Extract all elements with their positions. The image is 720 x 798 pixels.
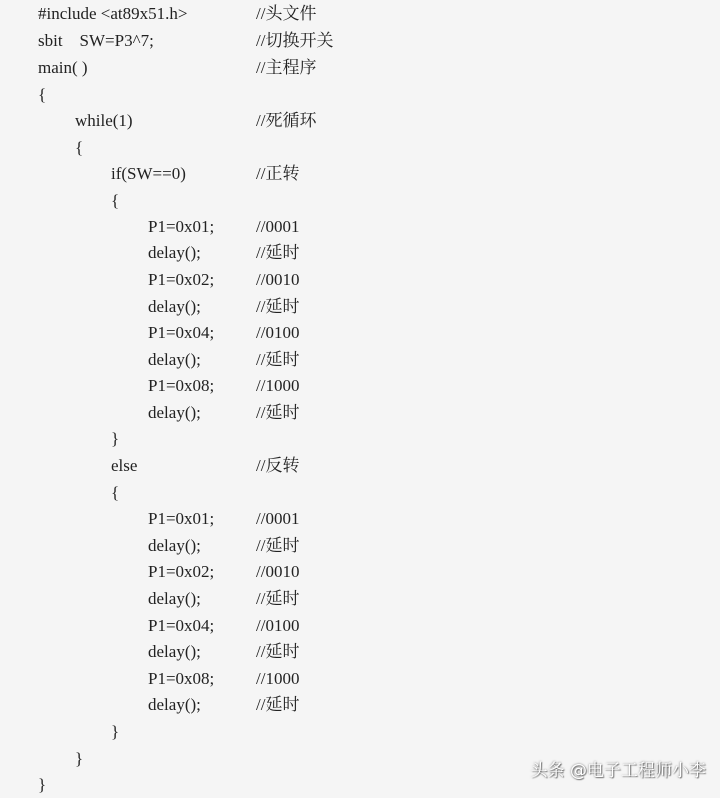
code-line [0,136,720,160]
code-line [0,667,720,691]
code-text: { [111,483,120,502]
code-line [0,241,720,265]
code-text: delay(); [148,695,201,714]
code-line [0,560,720,584]
code-text: delay(); [148,642,201,661]
code-line [0,215,720,239]
code-line [0,321,720,345]
code-text: delay(); [148,297,201,316]
code-text: P1=0x04; [148,616,215,635]
code-line [0,507,720,531]
code-line [0,162,720,186]
code-text: delay(); [148,536,201,555]
code-comment: //延时 [256,403,300,422]
code-text: } [38,775,47,794]
code-comment: //延时 [256,695,300,714]
code-line [0,401,720,425]
code-comment: //1000 [256,376,300,395]
code-text: delay(); [148,350,201,369]
code-text: } [111,722,120,741]
code-text: #include <at89x51.h> [38,4,188,23]
code-text: P1=0x01; [148,509,215,528]
code-line [0,109,720,133]
watermark: 头条 @电子工程师小李 [530,761,706,781]
code-comment: //切换开关 [256,31,334,50]
code-text: delay(); [148,403,201,422]
code-line [0,534,720,558]
code-text: P1=0x02; [148,270,215,289]
code-line [0,693,720,717]
code-line [0,454,720,478]
code-line [0,83,720,107]
code-text: P1=0x08; [148,669,215,688]
code-line [0,56,720,80]
code-text: P1=0x01; [148,217,215,236]
code-line [0,427,720,451]
code-comment: //0100 [256,323,300,342]
code-line [0,348,720,372]
code-comment: //主程序 [256,58,317,77]
code-comment: //0010 [256,270,300,289]
code-line [0,374,720,398]
code-comment: //0100 [256,616,300,635]
code-text: sbit SW=P3^7; [38,31,154,50]
code-comment: //延时 [256,350,300,369]
code-text: P1=0x04; [148,323,215,342]
code-line [0,268,720,292]
code-comment: //0001 [256,217,300,236]
code-comment: //死循环 [256,111,317,130]
code-comment: //0010 [256,562,300,581]
code-text: { [75,138,84,157]
code-comment: //1000 [256,669,300,688]
code-comment: //头文件 [256,4,317,23]
code-comment: //反转 [256,456,300,475]
code-line [0,720,720,744]
code-comment: //延时 [256,536,300,555]
code-line [0,587,720,611]
code-comment: //延时 [256,642,300,661]
code-comment: //0001 [256,509,300,528]
code-line [0,29,720,53]
code-text: delay(); [148,243,201,262]
code-text: if(SW==0) [111,164,186,183]
code-text: { [111,191,120,210]
code-comment: //延时 [256,589,300,608]
code-line [0,614,720,638]
code-line [0,2,720,26]
code-text: { [38,85,47,104]
code-line [0,640,720,664]
code-comment: //正转 [256,164,300,183]
code-text: while(1) [75,111,133,130]
code-text: delay(); [148,589,201,608]
code-comment: //延时 [256,243,300,262]
code-text: main( ) [38,58,88,77]
code-text: P1=0x02; [148,562,215,581]
code-line [0,189,720,213]
code-line [0,481,720,505]
code-text: P1=0x08; [148,376,215,395]
code-comment: //延时 [256,297,300,316]
code-text: else [111,456,138,475]
code-text: } [111,429,120,448]
code-text: } [75,749,84,768]
code-line [0,295,720,319]
